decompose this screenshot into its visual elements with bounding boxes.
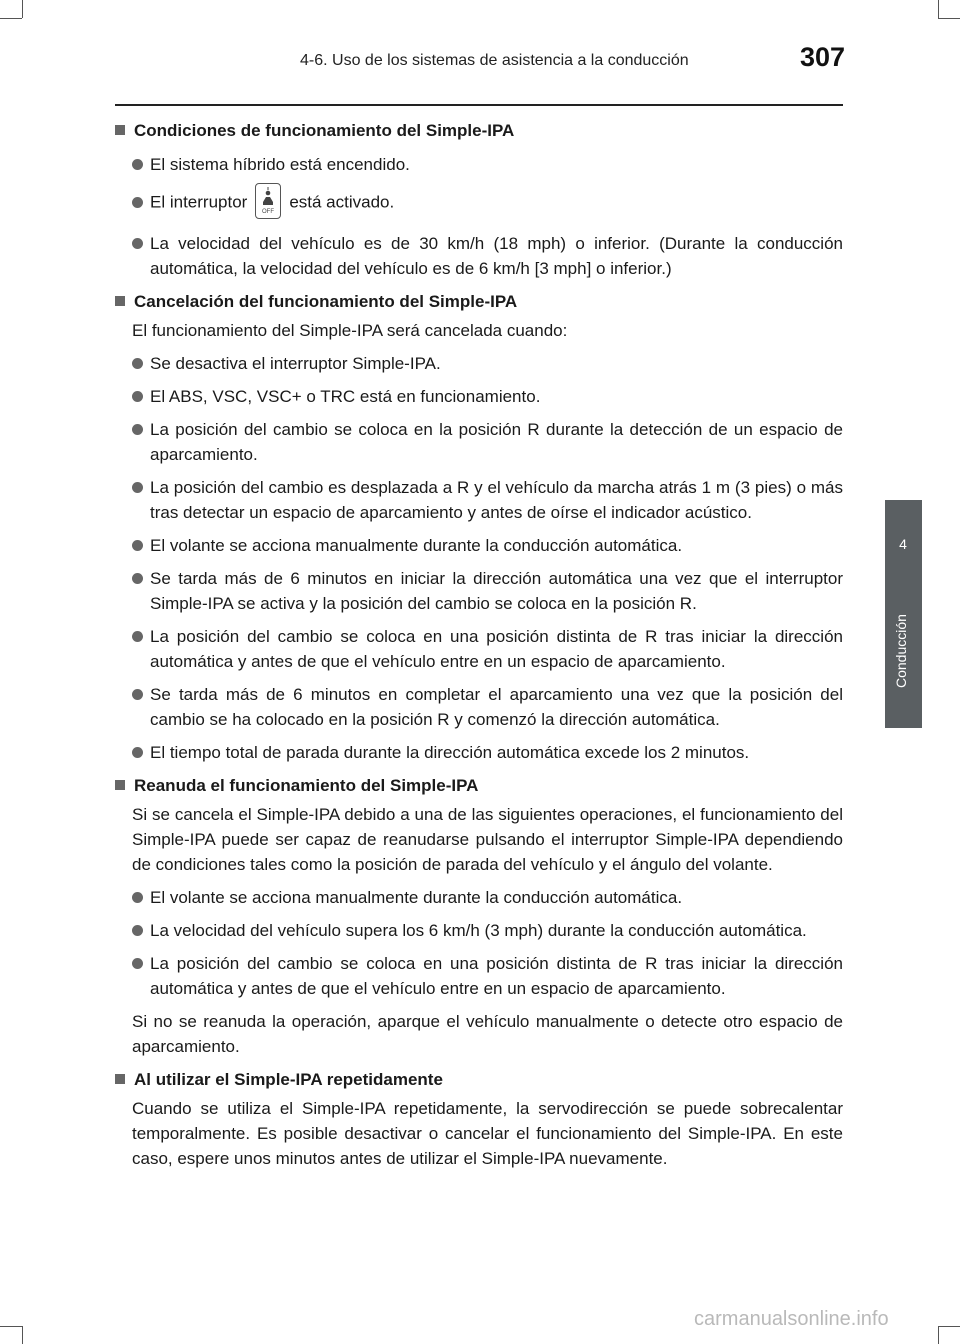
round-bullet-icon [132, 391, 143, 402]
round-bullet-icon [132, 238, 143, 249]
round-bullet-icon [132, 958, 143, 969]
list-item: El ABS, VSC, VSC+ o TRC está en funcionamiento. [113, 384, 843, 409]
list-item: El tiempo total de parada durante la dirección automática excede los 2 minutos. [113, 740, 843, 765]
square-bullet-icon [115, 1074, 125, 1084]
crop-mark [938, 1326, 939, 1344]
header-divider [115, 104, 843, 106]
side-tab-label: Conducción [893, 614, 909, 688]
list-item: La velocidad del vehículo es de 30 km/h (18 mph) o inferior. (Durante la conducción automática, la velocidad del vehículo es de 6 km/h [3 mph] o inferior.) [113, 231, 843, 281]
round-bullet-icon [132, 631, 143, 642]
round-bullet-icon [132, 424, 143, 435]
chapter-title: 4-6. Uso de los sistemas de asistencia a la conducción [300, 52, 689, 69]
page-number: 307 [800, 42, 846, 72]
round-bullet-icon [132, 358, 143, 369]
list-item: El sistema híbrido está encendido. [113, 152, 843, 177]
section-outro: Si no se reanuda la operación, aparque el vehículo manualmente o detecte otro espacio de aparcamiento. [132, 1012, 843, 1056]
chapter-side-tab [885, 500, 960, 728]
watermark: carmanualsonline.info [694, 1308, 889, 1330]
section-intro: Cuando se utiliza el Simple-IPA repetidamente, la servodirección se puede sobrecalentar temporalmente. Es posible desactivar o cancelar el funcionamiento del Simple-IPA. En este caso, espere unos minutos antes de utilizar el Simple-IPA nuevamente. [132, 1099, 843, 1168]
simple-ipa-switch-icon [255, 183, 281, 219]
round-bullet-icon [132, 540, 143, 551]
svg-text:OFF: OFF [262, 209, 275, 215]
page-content [113, 118, 843, 1179]
list-item: Se tarda más de 6 minutos en iniciar la dirección automática una vez que el interruptor Simple-IPA se activa y la posición del cambio se coloca en la posición R. [113, 566, 843, 616]
crop-mark [22, 1326, 23, 1344]
crop-mark [938, 0, 939, 18]
side-tab-notch [922, 500, 960, 728]
section-intro: El funcionamiento del Simple-IPA será cancelada cuando: [132, 321, 568, 340]
round-bullet-icon [132, 747, 143, 758]
round-bullet-icon [132, 197, 143, 208]
round-bullet-icon [132, 689, 143, 700]
square-bullet-icon [115, 780, 125, 790]
list-item: El volante se acciona manualmente durante la conducción automática. [113, 533, 843, 558]
crop-mark [938, 1326, 960, 1327]
list-item: El interruptor OFF está activado. [113, 185, 843, 221]
list-item: La posición del cambio se coloca en una posición distinta de R tras iniciar la dirección automática y antes de que el vehículo entre en un espacio de aparcamiento. [113, 624, 843, 674]
round-bullet-icon [132, 892, 143, 903]
round-bullet-icon [132, 159, 143, 170]
section-heading: Condiciones de funcionamiento del Simple-IPA [113, 118, 843, 143]
round-bullet-icon [132, 573, 143, 584]
list-item: La posición del cambio se coloca en una posición distinta de R tras iniciar la dirección automática y antes de que el vehículo entre en un espacio de aparcamiento. [113, 951, 843, 1001]
crop-mark [0, 18, 22, 19]
section-intro: Si se cancela el Simple-IPA debido a una de las siguientes operaciones, el funcionamiento del Simple-IPA puede ser capaz de reanudarse pulsando el interruptor Simple-IPA dependiendo de condiciones tales como la posición de parada del vehículo y el ángulo del volante. [132, 805, 843, 874]
list-item: La posición del cambio es desplazada a R y el vehículo da marcha atrás 1 m (3 pies) o más tras detectar un espacio de aparcamiento y antes de oírse el indicador acústico. [113, 475, 843, 525]
list-item: La velocidad del vehículo supera los 6 km/h (3 mph) durante la conducción automática. [113, 918, 843, 943]
round-bullet-icon [132, 925, 143, 936]
crop-mark [22, 0, 23, 18]
crop-mark [938, 18, 960, 19]
section-heading: Al utilizar el Simple-IPA repetidamente [113, 1067, 843, 1092]
crop-mark [0, 1326, 22, 1327]
side-tab-number: 4 [899, 536, 907, 552]
list-item: Se desactiva el interruptor Simple-IPA. [113, 351, 843, 376]
section-heading: Reanuda el funcionamiento del Simple-IPA [113, 773, 843, 798]
round-bullet-icon [132, 482, 143, 493]
section-heading: Cancelación del funcionamiento del Simple-IPA [113, 289, 843, 314]
list-item: La posición del cambio se coloca en la posición R durante la detección de un espacio de aparcamiento. [113, 417, 843, 467]
square-bullet-icon [115, 296, 125, 306]
list-item: El volante se acciona manualmente durante la conducción automática. [113, 885, 843, 910]
square-bullet-icon [115, 125, 125, 135]
list-item: Se tarda más de 6 minutos en completar el aparcamiento una vez que la posición del cambio se ha colocado en la posición R y comenzó la dirección automática. [113, 682, 843, 732]
